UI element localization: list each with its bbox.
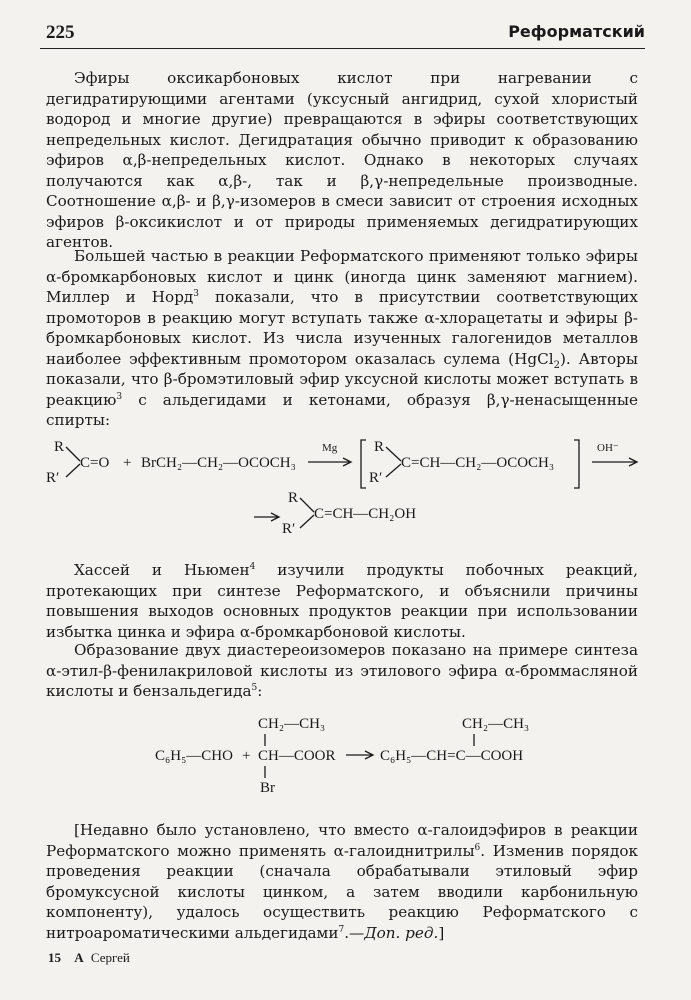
phenylacrylic-acid: C₆H₅—CH=C—COOH bbox=[380, 748, 524, 764]
page-number: 225 bbox=[46, 22, 75, 43]
r-group: R bbox=[54, 439, 65, 455]
reference-6: 6 bbox=[474, 842, 481, 853]
paragraph-dehydration: Эфиры оксикарбоновых кислот при нагревании с дегидратирующими агентами (уксусный ангидрид, сухой хлористый водород и многие другие) превращаются в эфиры соответствующих непредельных кислот. Дегидратация обычно приводит к образованию эфиров α,β-непредельных кислот. Однако в некоторых случаях получаются как α,β-, так и β,γ-непредельные производные. Соотношение α,β- и β,γ-изомеров в смеси зависит от строения исходных эфиров β-оксикислот и от природы применяемых дегидратирующих агентов. bbox=[46, 69, 638, 251]
reference-4: 4 bbox=[249, 561, 256, 572]
scheme-1 bbox=[46, 439, 637, 537]
paragraph-diastereomers: Образование двух диастереоизомеров показано на примере синтеза α-этил-β-фенилакриловой кислоты из этилового эфира α-броммасляной кислоты и бензальдегида$^5$: bbox=[46, 641, 638, 700]
plus-sign: + bbox=[123, 455, 132, 471]
ethyl-top-right: CH₂—CH₃ bbox=[462, 716, 530, 732]
editor-note: Доп. ред. bbox=[364, 923, 439, 942]
page-footer bbox=[48, 950, 130, 966]
scheme-2 bbox=[155, 716, 529, 796]
r-prime-group-2: R′ bbox=[369, 470, 383, 486]
intermediate: C=CH—CH₂—OCOCH₃ bbox=[401, 455, 555, 471]
allyl-alcohol: C=CH—CH₂OH bbox=[314, 506, 417, 522]
r-group-2: R bbox=[374, 439, 385, 455]
bromoethyl-acetate: BrCH₂—CH₂—OCOCH₃ bbox=[141, 455, 296, 471]
ethyl-top-left: CH₂—CH₃ bbox=[258, 716, 326, 732]
reference-3b: 3 bbox=[116, 391, 123, 402]
paragraph-reagents: Большей частью в реакции Реформатского применяют только эфиры α-бромкарбоновых кислот и цинк (иногда цинк заменяют магнием). Миллер и Норд$^3$ показали, что в присутствии соответствующих промоторов в реакцию могут вступать также α-хлорацетаты и эфиры β-бромкарбоновых кислот. Из числа изученных галогенидов металлов наиболее эффективным промотором оказалась сулема (HgCl$_2$). Авторы показали, что β-бромэтиловый эфир уксусной кислоты может вступать в реакцию$^3$ с альдегидами и кетонами, образуя β,γ-ненасыщенные спирты: bbox=[46, 247, 638, 429]
r-group-3: R bbox=[288, 490, 299, 506]
reference-5: 5 bbox=[251, 682, 258, 693]
r-prime-group-3: R′ bbox=[282, 521, 296, 537]
bromo-ester: CH—COOR bbox=[258, 748, 336, 764]
mg-label: Mg bbox=[322, 442, 338, 454]
r-prime-group: R′ bbox=[46, 470, 60, 486]
paragraph-side-reactions: Хассей и Ньюмен$^4$ изучили продукты побочных реакций, протекающих при синтезе Реформатского, и объяснили причины повышения выходов основных продуктов реакции при использовании избытка цинка и эфира α-бромкарбоновой кислоты. bbox=[46, 561, 638, 641]
bromine: Br bbox=[260, 780, 275, 796]
page-header bbox=[40, 18, 645, 48]
benzaldehyde: C₆H₅—CHO bbox=[155, 748, 233, 764]
carbonyl: C=O bbox=[80, 455, 110, 471]
running-title: Реформатский bbox=[508, 22, 645, 41]
hydroxide-label: OH⁻ bbox=[597, 442, 619, 454]
reference-3: 3 bbox=[193, 288, 200, 299]
plus-sign-2: + bbox=[242, 748, 251, 764]
header-rule bbox=[40, 48, 645, 49]
footer-letter: А bbox=[74, 950, 84, 965]
reference-7: 7 bbox=[338, 924, 345, 935]
paragraph-editor-note: [Недавно было установлено, что вместо α-галоидэфиров в реакции Реформатского можно применять α-галоиднитрилы$^6$. Изменив порядок проведения реакции (сначала обрабатывали этиловый эфир бромуксусной кислоты цинком, а затем вводили карбонильную компоненту), удалось осуществить реакцию Реформатского с нитроароматическими альдегидами$^7$.—Доп. ред.] bbox=[46, 821, 638, 942]
signature-mark: 15 bbox=[48, 950, 61, 965]
footer-name: Сергей bbox=[90, 950, 130, 965]
